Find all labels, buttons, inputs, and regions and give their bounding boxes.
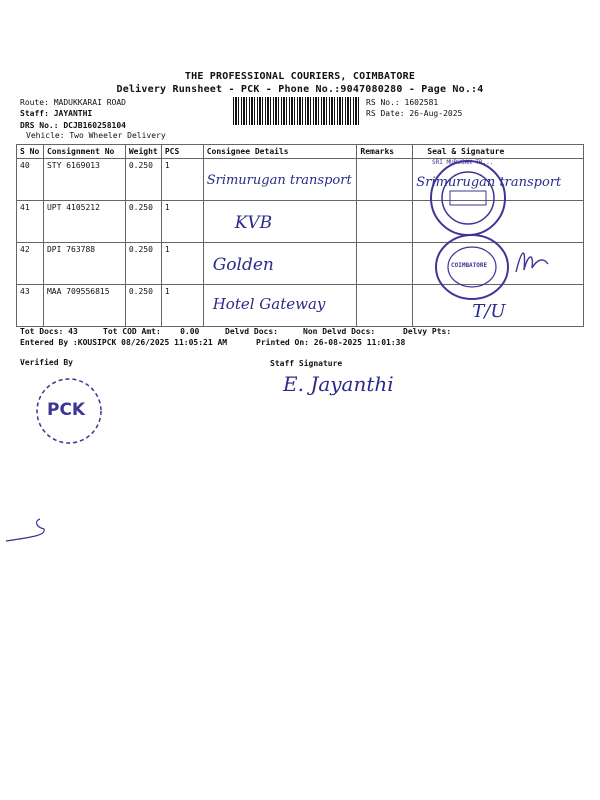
cell-remarks bbox=[357, 243, 413, 285]
delivered-docs: Delvd Docs: bbox=[225, 327, 278, 336]
consignee-handwriting: KVB bbox=[234, 213, 273, 233]
vehicle-label: Vehicle: Two Wheeler Delivery bbox=[26, 131, 166, 140]
cell-pcs: 1 bbox=[161, 159, 203, 201]
delivery-points: Delvy Pts: bbox=[403, 327, 452, 336]
cell-weight: 0.250 bbox=[125, 243, 161, 285]
cell-consignee bbox=[203, 285, 357, 327]
col-header-consignee: Consignee Details bbox=[203, 145, 357, 159]
non-delivered-docs: Non Delvd Docs: bbox=[303, 327, 376, 336]
pen-mark bbox=[4, 515, 54, 545]
col-header-signature: Seal & Signature bbox=[413, 145, 584, 159]
cell-sno: 41 bbox=[17, 201, 44, 243]
col-header-sno: S No bbox=[17, 145, 44, 159]
cell-weight: 0.250 bbox=[125, 201, 161, 243]
signature-handwriting: T/U bbox=[472, 301, 506, 322]
cell-sno: 43 bbox=[17, 285, 44, 327]
total-cod: Tot COD Amt: 0.00 bbox=[103, 327, 200, 336]
route-label: Route: MADUKKARAI ROAD bbox=[20, 98, 126, 107]
cell-consignee bbox=[203, 159, 357, 201]
seal-city-text: COIMBATORE bbox=[451, 262, 488, 269]
col-header-remarks: Remarks bbox=[357, 145, 413, 159]
cell-weight: 0.250 bbox=[125, 159, 161, 201]
col-header-weight: Weight bbox=[125, 145, 161, 159]
verified-by-label: Verified By bbox=[20, 358, 73, 367]
entered-by: Entered By :KOUSIPCK 08/26/2025 11:05:21 AM bbox=[20, 338, 228, 347]
printed-on: Printed On: 26-08-2025 11:01:38 bbox=[256, 338, 406, 347]
cell-pcs: 1 bbox=[161, 243, 203, 285]
cell-sno: 40 bbox=[17, 159, 44, 201]
cell-pcs: 1 bbox=[161, 285, 203, 327]
company-title: THE PROFESSIONAL COURIERS, COIMBATORE bbox=[184, 71, 416, 82]
cell-consignment: MAA 709556815 bbox=[43, 285, 125, 327]
rs-number: RS No.: 1602581 bbox=[366, 98, 439, 107]
signature-scribble bbox=[512, 244, 552, 276]
pck-stamp-text: PCK bbox=[47, 400, 86, 420]
city-seal bbox=[433, 232, 511, 302]
cell-remarks bbox=[357, 159, 413, 201]
company-seal bbox=[428, 158, 508, 238]
total-docs: Tot Docs: 43 bbox=[20, 327, 78, 336]
consignee-handwriting: Hotel Gateway bbox=[212, 295, 326, 313]
consignee-handwriting: Golden bbox=[212, 255, 274, 275]
signature-handwriting: Srimurugan transport bbox=[416, 175, 562, 190]
cell-consignment: STY 6169013 bbox=[43, 159, 125, 201]
col-header-pcs: PCS bbox=[161, 145, 203, 159]
cell-consignee bbox=[203, 243, 357, 285]
staff-signature-handwriting: E. Jayanthi bbox=[283, 372, 394, 396]
staff-signature-label: Staff Signature bbox=[270, 359, 343, 368]
runsheet-subtitle: Delivery Runsheet - PCK - Phone No.:9047080280 - Page No.:4 bbox=[116, 84, 484, 95]
cell-consignment: DPI 763788 bbox=[43, 243, 125, 285]
cell-sno: 42 bbox=[17, 243, 44, 285]
barcode bbox=[233, 97, 361, 125]
cell-pcs: 1 bbox=[161, 201, 203, 243]
cell-remarks bbox=[357, 285, 413, 327]
rs-date: RS Date: 26-Aug-2025 bbox=[366, 109, 463, 118]
pck-stamp bbox=[34, 376, 104, 446]
cell-consignment: UPT 4105212 bbox=[43, 201, 125, 243]
staff-label: Staff: JAYANTHI bbox=[20, 109, 93, 118]
drs-number: DRS No.: DCJB160258104 bbox=[20, 121, 126, 130]
cell-remarks bbox=[357, 201, 413, 243]
col-header-consignment: Consignment No bbox=[43, 145, 125, 159]
cell-weight: 0.250 bbox=[125, 285, 161, 327]
seal-top-text: SRI MURUGAN TR... bbox=[432, 159, 494, 166]
consignee-handwriting: Srimurugan transport bbox=[206, 173, 352, 188]
cell-consignee bbox=[203, 201, 357, 243]
